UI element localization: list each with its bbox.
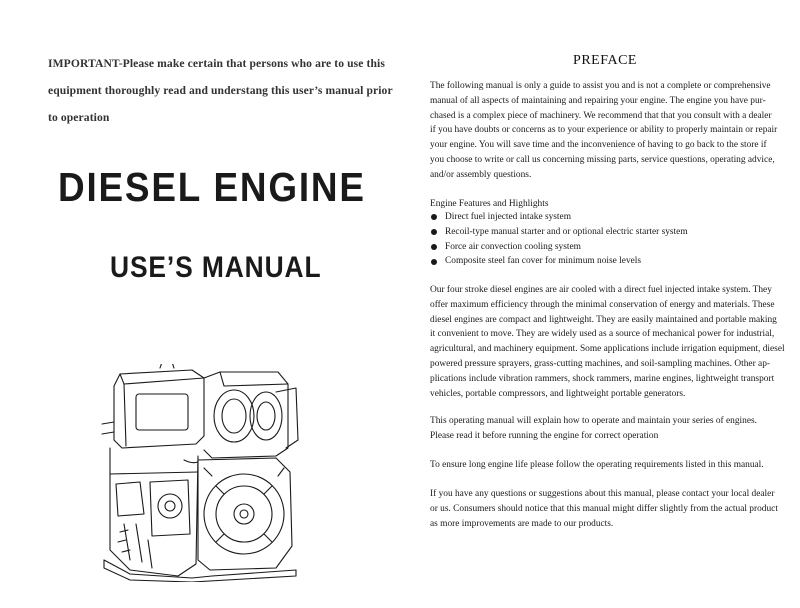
feature-item [430,210,688,225]
cover-subtitle: USE’S MANUAL [110,251,322,284]
feature-label: Force air convection cooling system [445,241,581,252]
description-paragraph [430,283,788,401]
important-notice [48,50,398,131]
text-line: If you have any questions or suggestions about this manual, please contact your local dealer [430,489,775,499]
text-line: Our four stroke diesel engines are air cooled with a direct fuel injected intake system. They [430,285,772,295]
important-line: to operation [48,111,110,124]
feature-item [430,225,688,240]
engine-life-paragraph [430,458,788,473]
text-line: vehicles, portable compressors, and lightweight portable generators. [430,388,686,399]
text-line: To ensure long engine life please follow the operating requirements listed in this manual. [430,460,764,470]
text-line: The following manual is only a guide to assist you and is not a complete or comprehensive [430,81,771,91]
text-line: your engine. You will save time and the inconvenience of having to go back to the store if [430,140,767,151]
cover-title: DIESEL ENGINE [58,164,366,210]
bullet-icon [431,214,437,220]
preface-page [410,0,800,608]
features-list [430,210,688,269]
bullet-icon [431,229,437,235]
intro-paragraph [430,79,788,183]
text-line: and/or assembly questions. [430,169,532,180]
feature-label: Recoil-type manual starter and or optional electric starter system [445,226,688,237]
feature-item [430,240,688,255]
text-line: offer maximum efficiency through the minimal conservation of energy and materials. These [430,299,775,310]
text-line: if you have doubts or concerns as to your experience or ability to properly maintain or repair [430,125,778,136]
feature-label: Direct fuel injected intake system [445,212,571,222]
text-line: you choose to write or call us concerning missing parts, service questions, operating advice, [430,154,775,165]
text-line: agricultural, and machinery equipment. Some applications include irrigation equipment, diesel [430,344,785,355]
text-line: it convenient to move. They are widely used as a source of mechanical power for industrial, [430,329,775,340]
features-heading: Engine Features and Highlights [430,199,549,209]
operating-paragraph [430,414,788,444]
questions-paragraph [430,487,788,531]
important-line: IMPORTANT-Please make certain that persons who are to use this [48,57,385,70]
engine-illustration [100,364,300,582]
text-line: plications include vibration rammers, shock rammers, marine engines, lightweight transport [430,373,775,384]
feature-label: Composite steel fan cover for minimum noise levels [445,256,642,267]
text-line: as more improvements are made to our products. [430,518,614,529]
text-line: powered pressure sprayers, grass-cutting machines, and soil-sampling machines. Other ap- [430,358,771,369]
important-line: equipment thoroughly read and understang this user’s manual prior [48,84,393,97]
text-line: diesel engines are compact and lightweight. They are easily maintained and portable making [430,314,777,325]
text-line: or us. Consumers should notice that this manual might differ slightly from the actual product [430,503,778,514]
feature-item [430,254,688,269]
text-line: Please read it before running the engine for correct operation [430,430,659,441]
text-line: manual of all aspects of maintaining and repairing your engine. The engine you have pur- [430,95,766,106]
text-line: chased is a complex piece of machinery. We recommend that that you consult with a dealer [430,110,772,121]
bullet-icon [431,259,437,265]
bullet-icon [431,244,437,250]
text-line: This operating manual will explain how to operate and maintain your series of engines. [430,416,757,426]
preface-heading: PREFACE [573,53,637,68]
